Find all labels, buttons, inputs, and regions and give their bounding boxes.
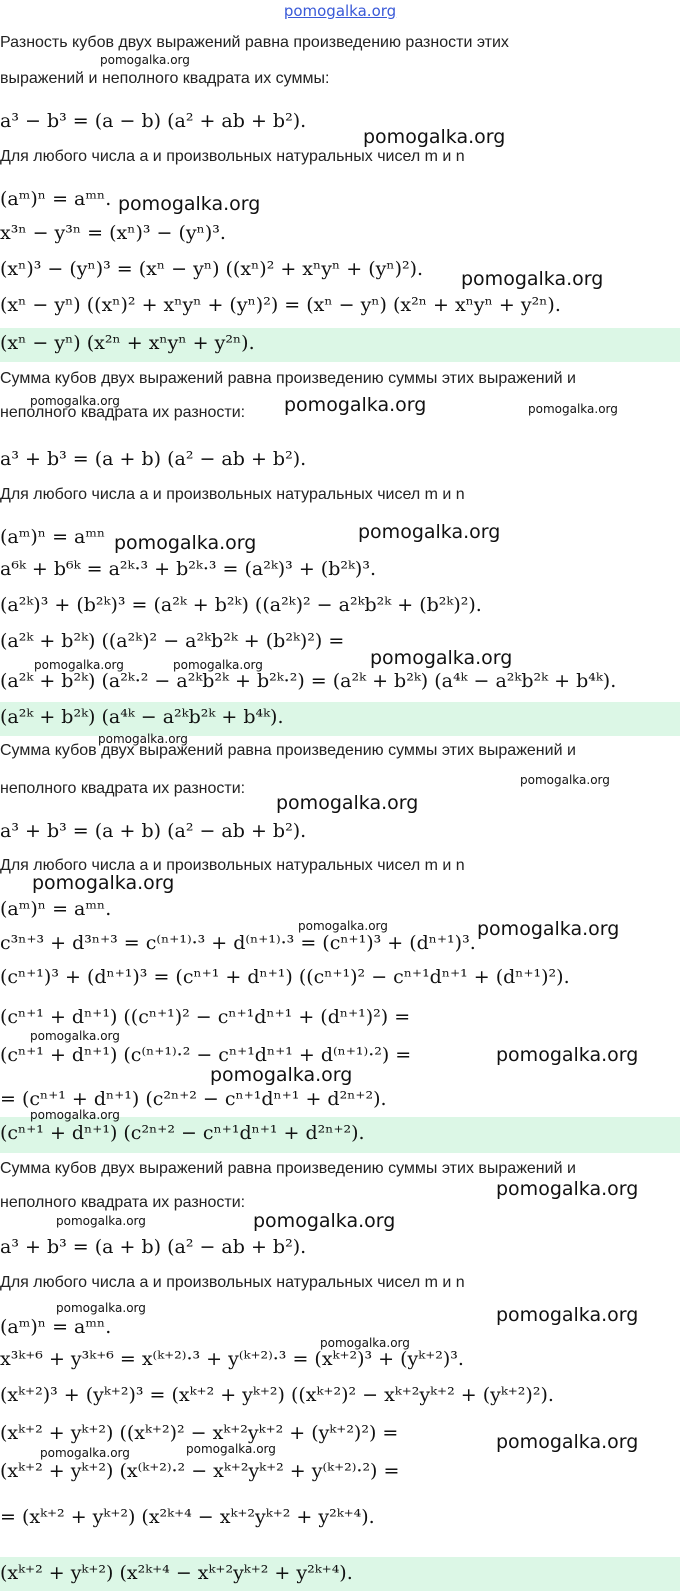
s2-answer: (a²ᵏ + b²ᵏ) (a⁴ᵏ − a²ᵏb²ᵏ + b⁴ᵏ). <box>0 706 284 728</box>
watermark: pomogalka.org <box>186 1442 276 1456</box>
s1-step: (xⁿ − yⁿ) ((xⁿ)² + xⁿyⁿ + (yⁿ)²) = (xⁿ − yⁿ) (x²ⁿ + xⁿyⁿ + y²ⁿ). <box>0 294 561 316</box>
s3-formula: a³ + b³ = (a + b) (a² − ab + b²). <box>0 820 307 842</box>
s2-step: (a²ᵏ + b²ᵏ) ((a²ᵏ)² − a²ᵏb²ᵏ + (b²ᵏ)²) = <box>0 630 345 652</box>
s2-step: (aᵐ)ⁿ = aᵐⁿ <box>0 526 106 548</box>
watermark: pomogalka.org <box>496 1178 639 1200</box>
watermark: pomogalka.org <box>528 402 618 416</box>
s4-step: = (xᵏ⁺² + yᵏ⁺²) (x²ᵏ⁺⁴ − xᵏ⁺²yᵏ⁺² + y²ᵏ⁺⁴). <box>0 1506 375 1528</box>
s4-answer: (xᵏ⁺² + yᵏ⁺²) (x²ᵏ⁺⁴ − xᵏ⁺²yᵏ⁺² + y²ᵏ⁺⁴). <box>0 1562 353 1584</box>
s4-intro: неполного квадрата их разности: <box>0 1194 246 1211</box>
watermark: pomogalka.org <box>461 268 604 290</box>
watermark: pomogalka.org <box>298 919 388 933</box>
s4-step: (aᵐ)ⁿ = aᵐⁿ. <box>0 1316 112 1338</box>
s3-step: (aᵐ)ⁿ = aᵐⁿ. <box>0 898 112 920</box>
s2-step: (a²ᵏ)³ + (b²ᵏ)³ = (a²ᵏ + b²ᵏ) ((a²ᵏ)² − a²ᵏb²ᵏ + (b²ᵏ)²). <box>0 594 482 616</box>
s4-step: x³ᵏ⁺⁶ + y³ᵏ⁺⁶ = x⁽ᵏ⁺²⁾·³ + y⁽ᵏ⁺²⁾·³ = (xᵏ⁺²)³ + (yᵏ⁺²)³. <box>0 1348 464 1370</box>
watermark: pomogalka.org <box>100 53 190 67</box>
s3-step: = (cⁿ⁺¹ + dⁿ⁺¹) (c²ⁿ⁺² − cⁿ⁺¹dⁿ⁺¹ + d²ⁿ⁺²). <box>0 1088 387 1110</box>
s1-step: x³ⁿ − y³ⁿ = (xⁿ)³ − (yⁿ)³. <box>0 222 226 244</box>
s3-step: c³ⁿ⁺³ + d³ⁿ⁺³ = c⁽ⁿ⁺¹⁾·³ + d⁽ⁿ⁺¹⁾·³ = (cⁿ⁺¹)³ + (dⁿ⁺¹)³. <box>0 932 476 954</box>
watermark: pomogalka.org <box>496 1304 639 1326</box>
s2-intro: Сумма кубов двух выражений равна произведению суммы этих выражений и <box>0 370 576 387</box>
s3-step: (cⁿ⁺¹ + dⁿ⁺¹) (c⁽ⁿ⁺¹⁾·² − cⁿ⁺¹dⁿ⁺¹ + d⁽ⁿ⁺¹⁾·²) = <box>0 1044 412 1066</box>
s2-intro: неполного квадрата их разности: <box>0 404 246 421</box>
watermark: pomogalka.org <box>30 1029 120 1043</box>
s2-step: (a²ᵏ + b²ᵏ) (a²ᵏ·² − a²ᵏb²ᵏ + b²ᵏ·²) = (a²ᵏ + b²ᵏ) (a⁴ᵏ − a²ᵏb²ᵏ + b⁴ᵏ). <box>0 670 617 692</box>
s3-step: (cⁿ⁺¹)³ + (dⁿ⁺¹)³ = (cⁿ⁺¹ + dⁿ⁺¹) ((cⁿ⁺¹)² − cⁿ⁺¹dⁿ⁺¹ + (dⁿ⁺¹)²). <box>0 966 570 988</box>
s1-formula: a³ − b³ = (a − b) (a² + ab + b²). <box>0 110 307 132</box>
s3-intro: Сумма кубов двух выражений равна произведению суммы этих выражений и <box>0 742 576 759</box>
s1-step: (xⁿ)³ − (yⁿ)³ = (xⁿ − yⁿ) ((xⁿ)² + xⁿyⁿ + (yⁿ)²). <box>0 258 424 280</box>
watermark: pomogalka.org <box>370 647 513 669</box>
s4-step: (xᵏ⁺²)³ + (yᵏ⁺²)³ = (xᵏ⁺² + yᵏ⁺²) ((xᵏ⁺²)² − xᵏ⁺²yᵏ⁺² + (yᵏ⁺²)²). <box>0 1384 554 1406</box>
watermark: pomogalka.org <box>520 773 610 787</box>
watermark: pomogalka.org <box>98 732 188 746</box>
s3-answer: (cⁿ⁺¹ + dⁿ⁺¹) (c²ⁿ⁺² − cⁿ⁺¹dⁿ⁺¹ + d²ⁿ⁺²). <box>0 1122 365 1144</box>
watermark: pomogalka.org <box>358 521 501 543</box>
watermark: pomogalka.org <box>118 193 261 215</box>
watermark: pomogalka.org <box>40 1446 130 1460</box>
watermark: pomogalka.org <box>320 1336 410 1350</box>
s4-formula: a³ + b³ = (a + b) (a² − ab + b²). <box>0 1236 307 1258</box>
s1-intro: выражений и неполного квадрата их суммы: <box>0 70 330 87</box>
watermark: pomogalka.org <box>32 872 175 894</box>
s1-step: (aᵐ)ⁿ = aᵐⁿ. <box>0 188 112 210</box>
watermark: pomogalka.org <box>284 394 427 416</box>
watermark: pomogalka.org <box>30 394 120 408</box>
s3-step: (cⁿ⁺¹ + dⁿ⁺¹) ((cⁿ⁺¹)² − cⁿ⁺¹dⁿ⁺¹ + (dⁿ⁺¹)²) = <box>0 1006 411 1028</box>
watermark: pomogalka.org <box>173 658 263 672</box>
watermark: pomogalka.org <box>363 126 506 148</box>
watermark: pomogalka.org <box>496 1044 639 1066</box>
watermark: pomogalka.org <box>210 1064 353 1086</box>
watermark: pomogalka.org <box>477 918 620 940</box>
watermark: pomogalka.org <box>30 1108 120 1122</box>
s1-condition: Для любого числа a и произвольных натуральных чисел m и n <box>0 148 465 165</box>
s2-condition: Для любого числа a и произвольных натуральных чисел m и n <box>0 486 465 503</box>
s2-formula: a³ + b³ = (a + b) (a² − ab + b²). <box>0 448 307 470</box>
s3-condition: Для любого числа a и произвольных натуральных чисел m и n <box>0 857 465 874</box>
s4-intro: Сумма кубов двух выражений равна произведению суммы этих выражений и <box>0 1160 576 1177</box>
s3-intro: неполного квадрата их разности: <box>0 780 246 797</box>
s4-condition: Для любого числа a и произвольных натуральных чисел m и n <box>0 1274 465 1291</box>
s4-step: (xᵏ⁺² + yᵏ⁺²) ((xᵏ⁺²)² − xᵏ⁺²yᵏ⁺² + (yᵏ⁺²)²) = <box>0 1422 399 1444</box>
watermark: pomogalka.org <box>56 1214 146 1228</box>
s2-step: a⁶ᵏ + b⁶ᵏ = a²ᵏ·³ + b²ᵏ·³ = (a²ᵏ)³ + (b²ᵏ)³. <box>0 558 376 580</box>
site-link[interactable]: pomogalka.org <box>283 2 397 20</box>
watermark: pomogalka.org <box>253 1210 396 1232</box>
watermark: pomogalka.org <box>276 792 419 814</box>
s4-step: (xᵏ⁺² + yᵏ⁺²) (x⁽ᵏ⁺²⁾·² − xᵏ⁺²yᵏ⁺² + y⁽ᵏ⁺²⁾·²) = <box>0 1460 400 1482</box>
watermark: pomogalka.org <box>34 658 124 672</box>
s1-intro: Разность кубов двух выражений равна произведению разности этих <box>0 34 509 51</box>
watermark: pomogalka.org <box>496 1431 639 1453</box>
watermark: pomogalka.org <box>56 1301 146 1315</box>
watermark: pomogalka.org <box>114 532 257 554</box>
s1-answer: (xⁿ − yⁿ) (x²ⁿ + xⁿyⁿ + y²ⁿ). <box>0 332 255 354</box>
